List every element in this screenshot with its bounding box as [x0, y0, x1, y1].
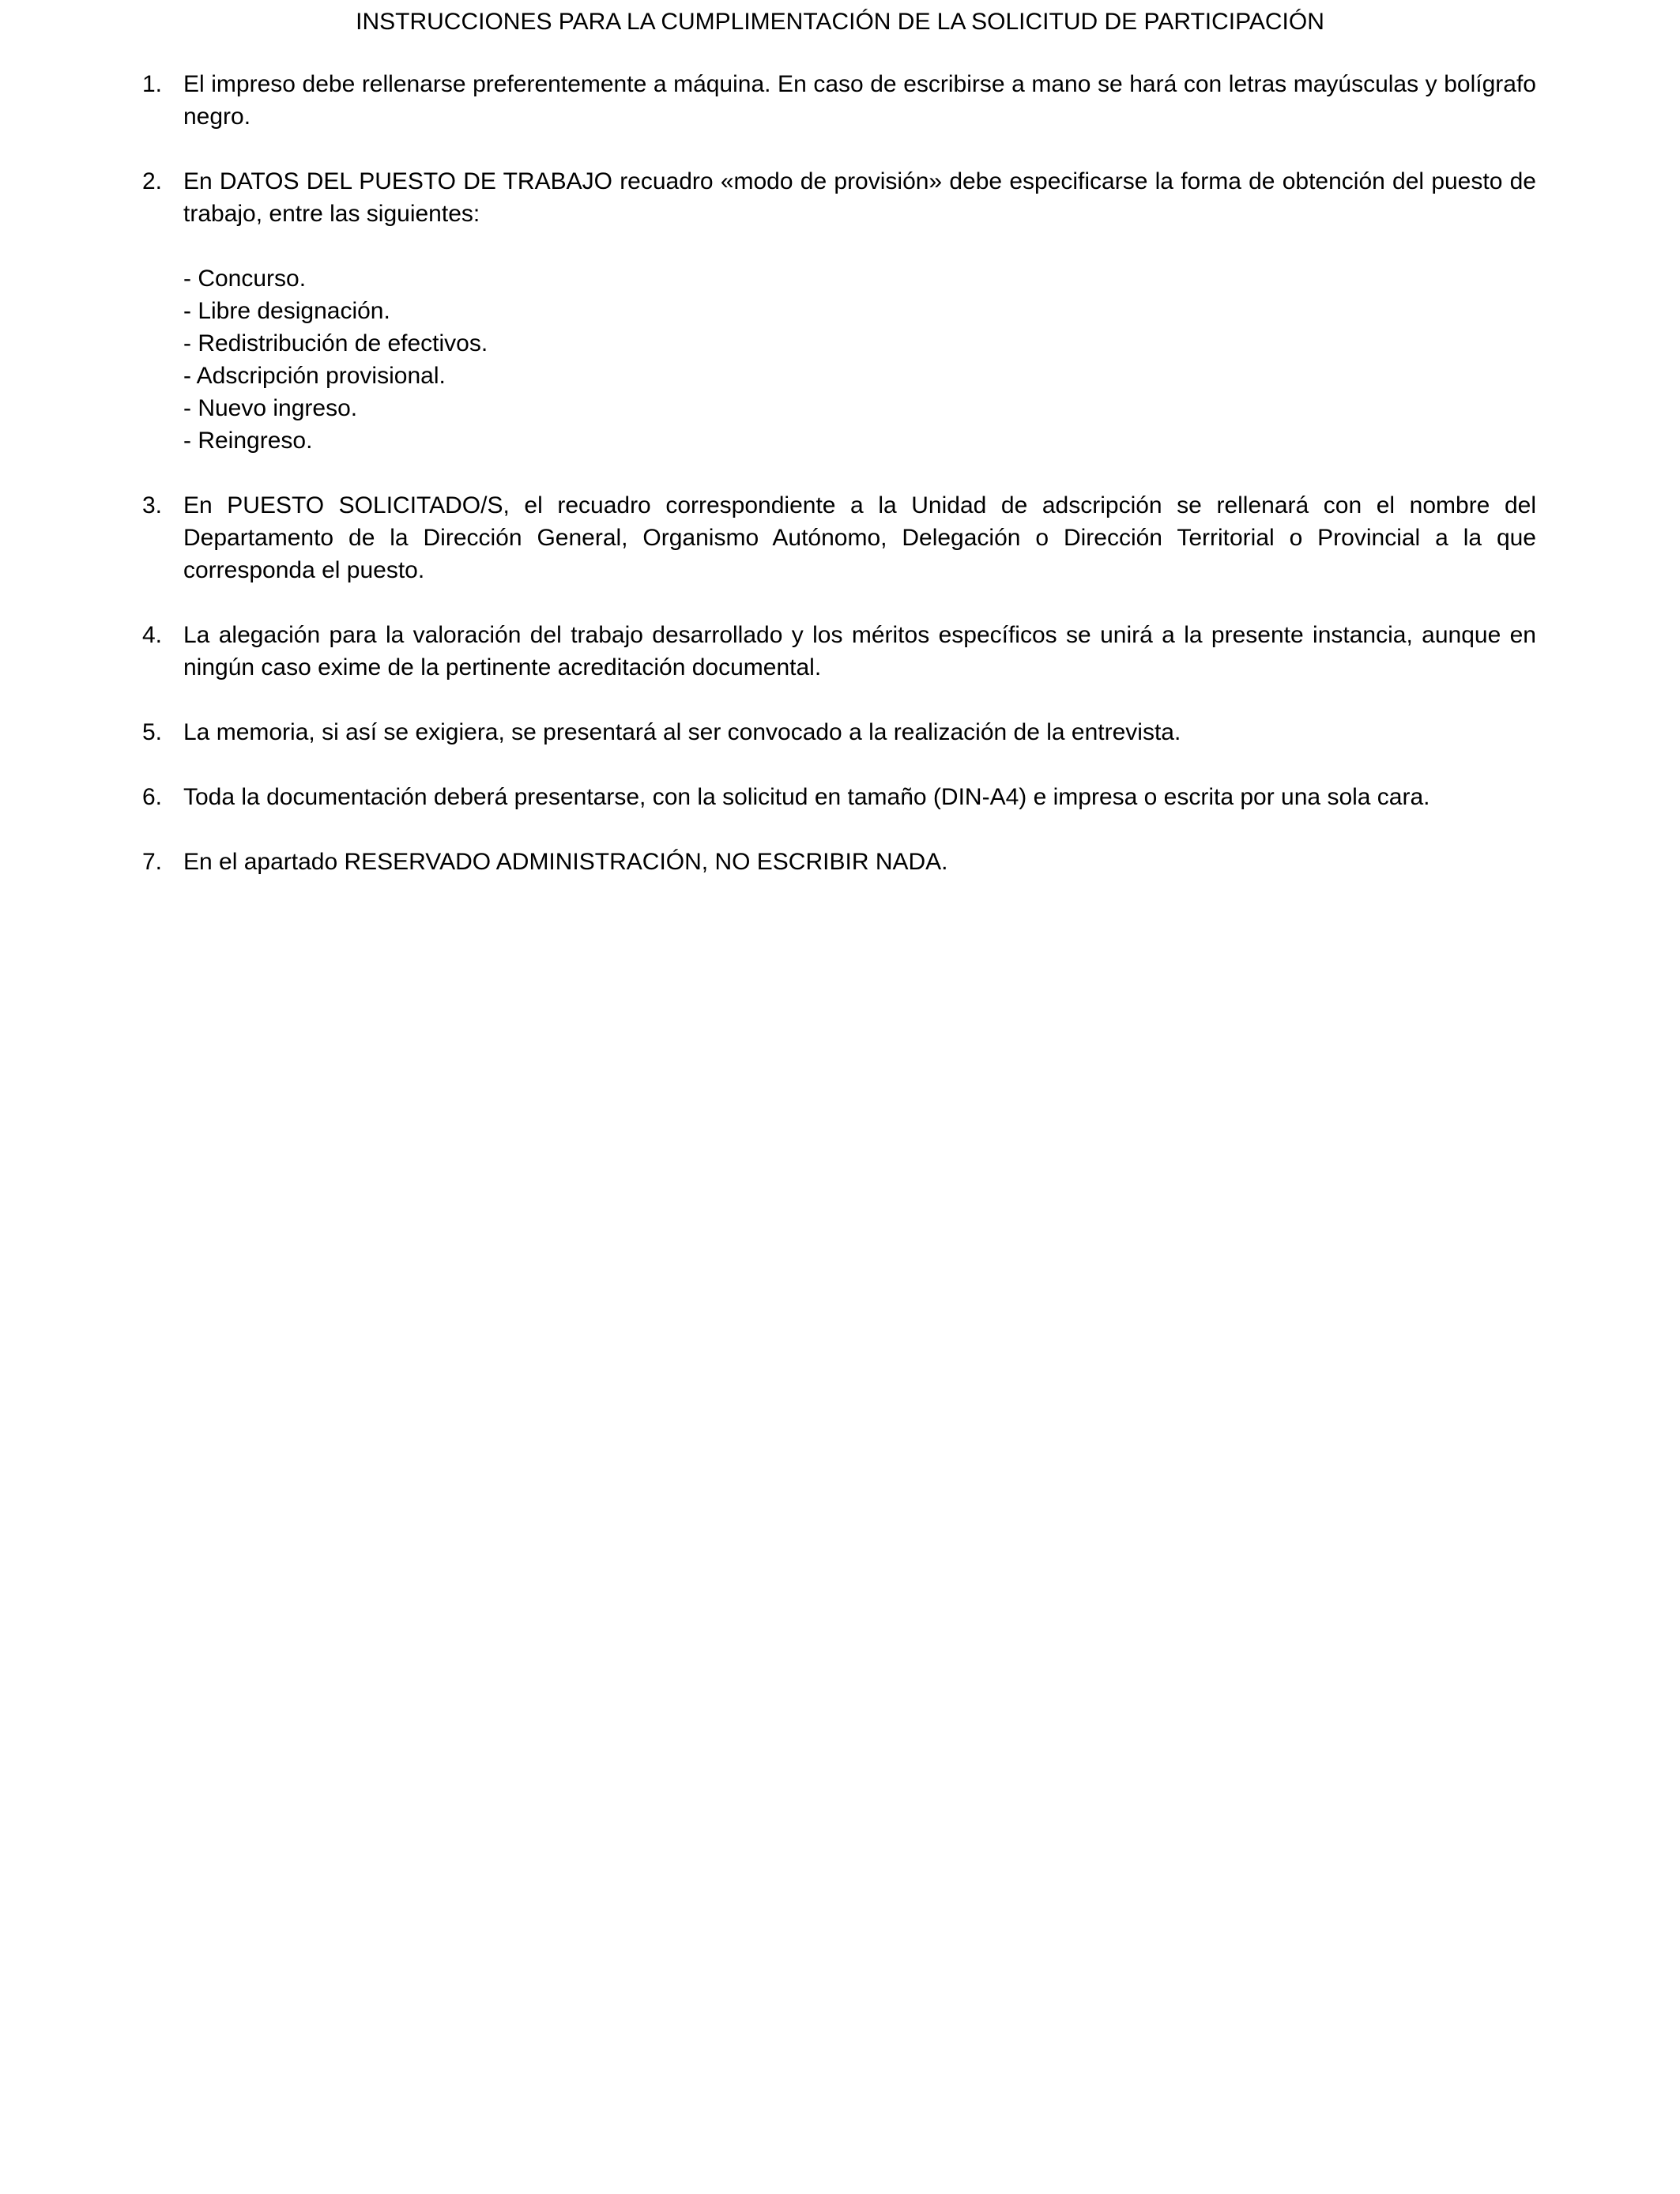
provision-mode-option: - Reingreso. [183, 428, 313, 454]
instruction-number: 3. [142, 492, 163, 518]
instruction-text: En PUESTO SOLICITADO/S, el recuadro correspondiente a la Unidad de adscripción se rellenará con el nombre del Departamento de la Dirección General, Organismo Autónomo, Delegación o Dirección Territorial o Provincial a la que corresponda el puesto. [183, 492, 1536, 583]
instruction-number: 1. [142, 71, 163, 97]
instruction-text: La alegación para la valoración del trabajo desarrollado y los méritos específicos se unirá a la presente instancia, aunque en ningún caso exime de la pertinente acreditación documental. [183, 622, 1536, 680]
instruction-item-4 [142, 619, 1536, 684]
provision-mode-option: - Redistribución de efectivos. [183, 330, 488, 356]
instruction-text: El impreso debe rellenarse preferentemente a máquina. En caso de escribirse a mano se hará con letras mayúsculas y bolígrafo negro. [183, 71, 1536, 130]
instruction-text: La memoria, si así se exigiera, se presentará al ser convocado a la realización de la entrevista. [183, 719, 1181, 745]
instruction-item-5 [142, 716, 1536, 748]
document-title: INSTRUCCIONES PARA LA CUMPLIMENTACIÓN DE LA SOLICITUD DE PARTICIPACIÓN [356, 9, 1324, 35]
provision-mode-option: - Concurso. [183, 266, 307, 292]
instruction-item-2 [142, 165, 1536, 457]
instruction-number: 2. [142, 168, 163, 194]
instruction-item-3 [142, 489, 1536, 586]
provision-mode-option: - Nuevo ingreso. [183, 395, 358, 421]
provision-mode-list [183, 262, 1536, 457]
instruction-text: Toda la documentación deberá presentarse, con la solicitud en tamaño (DIN-A4) e impresa o escrita por una sola cara. [183, 784, 1430, 810]
instruction-item-7 [142, 846, 1536, 878]
instruction-number: 6. [142, 784, 163, 810]
instruction-number: 4. [142, 622, 163, 648]
provision-mode-option: - Adscripción provisional. [183, 363, 446, 389]
instruction-text: En el apartado RESERVADO ADMINISTRACIÓN, NO ESCRIBIR NADA. [183, 849, 948, 875]
instruction-text: En DATOS DEL PUESTO DE TRABAJO recuadro «modo de provisión» debe especificarse la forma de obtención del puesto de trabajo, entre las siguientes: [183, 168, 1536, 227]
instruction-item-6 [142, 781, 1536, 813]
instruction-item-1 [142, 68, 1536, 133]
instruction-number: 7. [142, 849, 163, 875]
provision-mode-option: - Libre designación. [183, 298, 390, 324]
instruction-number: 5. [142, 719, 163, 745]
instructions-list [142, 68, 1536, 910]
